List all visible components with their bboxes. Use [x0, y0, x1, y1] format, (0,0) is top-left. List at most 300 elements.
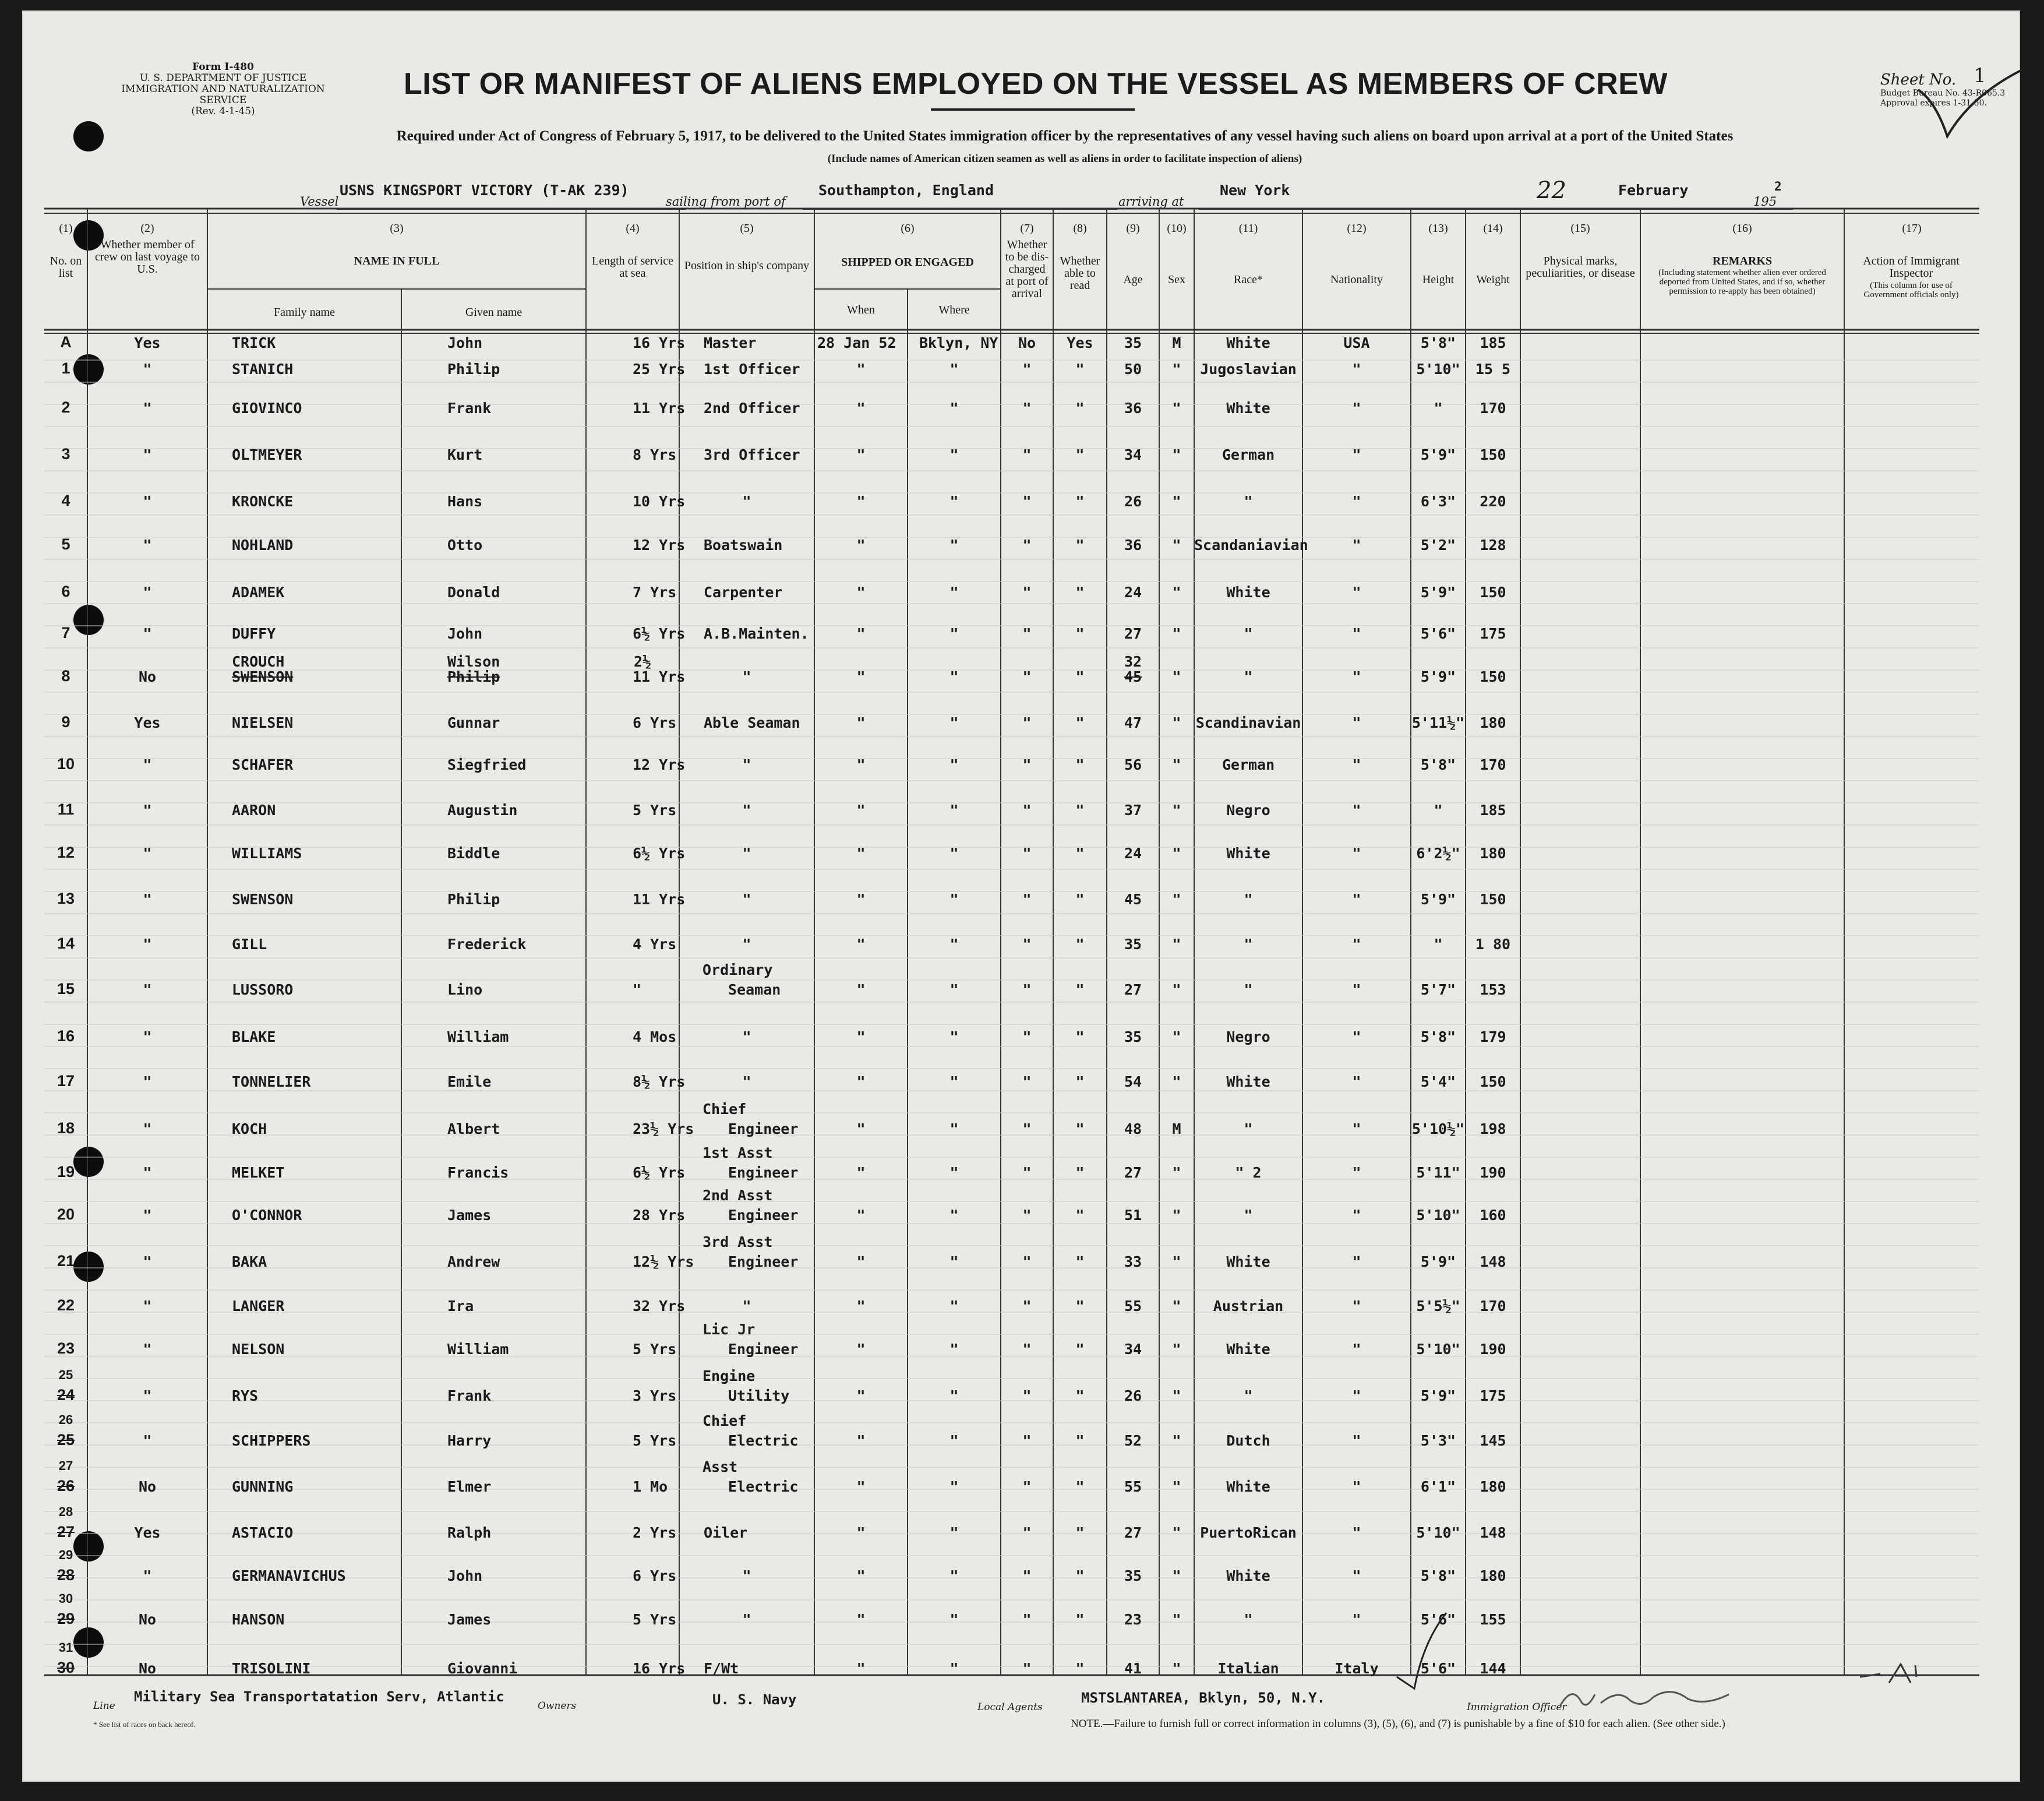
weight-cell: 148 — [1480, 1524, 1506, 1541]
position-cell: " — [742, 1298, 751, 1314]
given-name-cell: Wilson — [447, 653, 500, 670]
row-number: 29 — [57, 1610, 75, 1627]
budget-bureau: Budget Bureau No. 43-R065.3 — [1880, 89, 2006, 98]
nationality-cell: " — [1352, 981, 1361, 998]
arriving-label: arriving at — [1118, 195, 1184, 209]
position-cell: A.B.Mainten. — [704, 625, 809, 642]
shipped-when-cell: 28 Jan 52 — [817, 334, 896, 351]
race-cell: German — [1222, 756, 1275, 773]
shipped-where-cell: " — [949, 1611, 959, 1628]
row-number: 20 — [57, 1206, 75, 1223]
penalty-note: NOTE.—Failure to furnish full or correct information in columns (3), (5), (6), and (7) is punishable by a fine of $10 for each alien. (See other side.) — [1071, 1718, 1725, 1730]
position-cell: " — [742, 668, 751, 685]
prev-voyage-cell: " — [143, 584, 152, 601]
service-length-cell: 11 Yrs — [633, 668, 686, 685]
column-number: (11) — [1238, 222, 1258, 235]
given-name-cell: Ira — [447, 1298, 474, 1314]
shipped-when-cell: " — [856, 1432, 866, 1449]
height-cell: 5'9" — [1420, 1387, 1456, 1404]
column-header-no: No. on list — [50, 255, 82, 280]
discharged-cell: " — [1022, 1432, 1032, 1449]
shipped-when-cell: " — [856, 1164, 866, 1181]
age-cell: 37 — [1124, 802, 1142, 819]
sex-cell: " — [1172, 714, 1181, 731]
race-cell: " — [1244, 625, 1253, 642]
column-number: (6) — [901, 222, 915, 235]
service-length-cell: 11 Yrs — [633, 400, 686, 417]
discharged-cell: " — [1022, 756, 1032, 773]
family-name-cell: LUSSORO — [232, 981, 294, 998]
shipped-when-cell: " — [856, 802, 866, 819]
height-cell: 5'8" — [1420, 1028, 1456, 1045]
shipped-where-cell: " — [949, 714, 959, 731]
sex-cell: " — [1172, 361, 1181, 378]
discharged-cell: " — [1022, 446, 1032, 463]
column-header-weight: Weight — [1476, 273, 1510, 286]
weight-cell: 190 — [1480, 1164, 1506, 1181]
shipped-where-cell: " — [949, 936, 959, 953]
weight-cell: 148 — [1480, 1253, 1506, 1270]
service-length-cell: 11 Yrs — [633, 891, 686, 908]
column-header-action-note: (This column for use of Government officials only) — [1863, 281, 1959, 299]
able-to-read-cell: " — [1075, 400, 1085, 417]
position-top-cell: Chief — [702, 1412, 747, 1429]
discharged-cell: " — [1022, 1298, 1032, 1314]
race-cell: White — [1226, 1567, 1270, 1584]
race-cell: " 2 — [1235, 1164, 1262, 1181]
age-cell: 23 — [1124, 1611, 1142, 1628]
race-cell: " — [1244, 891, 1253, 908]
given-name-cell: Frank — [447, 1387, 492, 1404]
column-header-discharged: Whether to be dis-charged at port of arrival — [1005, 238, 1049, 300]
shipped-when-cell: " — [856, 446, 866, 463]
nationality-cell: " — [1352, 1567, 1361, 1584]
family-name-cell: TRICK — [232, 334, 276, 351]
shipped-where-cell: " — [949, 446, 959, 463]
family-name-cell: KOCH — [232, 1120, 267, 1137]
row-number: 3 — [61, 445, 70, 463]
column-number: (8) — [1073, 222, 1087, 235]
nationality-cell: " — [1352, 537, 1361, 554]
given-name-cell: Kurt — [447, 446, 483, 463]
position-cell: " — [742, 493, 751, 510]
weight-cell: 153 — [1480, 981, 1506, 998]
race-cell: White — [1226, 1073, 1270, 1090]
row-number: 15 — [57, 980, 75, 998]
height-cell: 6'2½" — [1416, 845, 1460, 862]
position-cell: Engineer — [728, 1164, 799, 1181]
height-cell: 5'3" — [1420, 1432, 1456, 1449]
shipped-where-cell: " — [949, 1207, 959, 1224]
position-cell: Engineer — [728, 1207, 799, 1224]
age-cell: 48 — [1124, 1120, 1142, 1137]
row-number-corrected: 28 — [58, 1504, 73, 1519]
height-cell: 5'9" — [1420, 891, 1456, 908]
shipped-when-cell: " — [856, 1611, 866, 1628]
given-name-cell: John — [447, 625, 483, 642]
height-cell: 5'8" — [1420, 334, 1456, 351]
arrival-year-suffix: 2 — [1774, 179, 1782, 193]
approval-expiry: Approval expires 1-31-50. — [1880, 98, 1987, 108]
age-cell: 54 — [1124, 1073, 1142, 1090]
service-length-cell: 3 Yrs — [633, 1387, 677, 1404]
position-cell: " — [742, 891, 751, 908]
nationality-cell: " — [1352, 1341, 1361, 1358]
service-length-cell: 4 Yrs — [633, 936, 677, 953]
column-header-race: Race* — [1234, 273, 1263, 286]
sex-cell: " — [1172, 756, 1181, 773]
height-cell: 5'8" — [1420, 756, 1456, 773]
service-length-cell: 6½ Yrs — [633, 845, 686, 862]
sex-cell: " — [1172, 1298, 1181, 1314]
height-cell: 5'6" — [1420, 1611, 1456, 1628]
weight-cell: 150 — [1480, 668, 1506, 685]
able-to-read-cell: " — [1075, 668, 1085, 685]
family-name-cell: O'CONNOR — [232, 1207, 302, 1224]
able-to-read-cell: " — [1075, 1524, 1085, 1541]
row-number: 30 — [57, 1659, 75, 1676]
age-cell: 45 — [1124, 668, 1142, 685]
row-number: 17 — [57, 1072, 75, 1090]
able-to-read-cell: " — [1075, 1207, 1085, 1224]
given-name-cell: Francis — [447, 1164, 509, 1181]
family-name-cell: LANGER — [232, 1298, 285, 1314]
shipped-where-cell: " — [949, 668, 959, 685]
position-cell: " — [742, 1611, 751, 1628]
row-number: 7 — [61, 624, 70, 642]
prev-voyage-cell: " — [143, 493, 152, 510]
prev-voyage-cell: " — [143, 1432, 152, 1449]
age-cell: 27 — [1124, 981, 1142, 998]
column-number: (13) — [1428, 222, 1448, 235]
height-cell: 5'9" — [1420, 446, 1456, 463]
prev-voyage-cell: " — [143, 1073, 152, 1090]
shipped-where-cell: " — [949, 1387, 959, 1404]
position-top-cell: Ordinary — [702, 961, 773, 978]
height-cell: 5'9" — [1420, 1253, 1456, 1270]
shipped-where-cell: " — [949, 1120, 959, 1137]
prev-voyage-cell: " — [143, 756, 152, 773]
family-name-cell: SWENSON — [232, 891, 294, 908]
line-value: Military Sea Transportatation Serv, Atlantic — [134, 1689, 504, 1705]
family-name-cell: BAKA — [232, 1253, 267, 1270]
position-cell: " — [742, 1028, 751, 1045]
able-to-read-cell: " — [1075, 981, 1085, 998]
height-cell: " — [1434, 400, 1443, 417]
position-cell: 1st Officer — [704, 361, 800, 378]
service-length-cell: 25 Yrs — [633, 361, 686, 378]
prev-voyage-cell: " — [143, 1253, 152, 1270]
weight-cell: 150 — [1480, 891, 1506, 908]
weight-cell: 160 — [1480, 1207, 1506, 1224]
race-cell: Scandaniavian — [1194, 537, 1308, 554]
discharged-cell: " — [1022, 714, 1032, 731]
discharged-cell: " — [1022, 1524, 1032, 1541]
position-cell: 3rd Officer — [704, 446, 800, 463]
family-name-cell: GIOVINCO — [232, 400, 302, 417]
form-number: Form I-480 — [192, 61, 254, 73]
height-cell: " — [1434, 936, 1443, 953]
prev-voyage-cell: " — [143, 625, 152, 642]
able-to-read-cell: " — [1075, 361, 1085, 378]
able-to-read-cell: " — [1075, 714, 1085, 731]
weight-cell: 180 — [1480, 1567, 1506, 1584]
nationality-cell: " — [1352, 802, 1361, 819]
service-length-cell: 6½ Yrs — [633, 625, 686, 642]
given-name-cell: Giovanni — [447, 1660, 518, 1677]
age-top-cell: 32 — [1124, 653, 1142, 670]
able-to-read-cell: " — [1075, 1432, 1085, 1449]
shipped-when-cell: " — [856, 1120, 866, 1137]
position-top-cell: 2nd Asst — [702, 1187, 773, 1204]
sheet-number-value: 1 — [1974, 64, 1986, 87]
nationality-cell: " — [1352, 1298, 1361, 1314]
manifest-sheet — [22, 10, 2020, 1782]
sex-cell: " — [1172, 493, 1181, 510]
height-cell: " — [1434, 802, 1443, 819]
nationality-cell: " — [1352, 1164, 1361, 1181]
weight-cell: 155 — [1480, 1611, 1506, 1628]
position-cell: Oiler — [704, 1524, 748, 1541]
column-header-height: Height — [1422, 273, 1455, 286]
family-name-cell: STANICH — [232, 361, 294, 378]
age-cell: 27 — [1124, 625, 1142, 642]
age-cell: 50 — [1124, 361, 1142, 378]
sex-cell: " — [1172, 1073, 1181, 1090]
height-cell: 5'7" — [1420, 981, 1456, 998]
shipped-when-cell: " — [856, 625, 866, 642]
age-cell: 35 — [1124, 1028, 1142, 1045]
given-name-cell: Hans — [447, 493, 483, 510]
row-number: 12 — [57, 844, 75, 861]
age-cell: 24 — [1124, 845, 1142, 862]
service-length-cell: 12 Yrs — [633, 756, 686, 773]
shipped-when-cell: " — [856, 1073, 866, 1090]
height-cell: 5'10½" — [1411, 1120, 1465, 1137]
height-cell: 5'10" — [1416, 1341, 1460, 1358]
family-name-cell: TONNELIER — [232, 1073, 311, 1090]
sex-cell: " — [1172, 1432, 1181, 1449]
column-number: (7) — [1020, 222, 1034, 235]
discharged-cell: " — [1022, 1073, 1032, 1090]
row-number: 25 — [57, 1431, 75, 1448]
able-to-read-cell: " — [1075, 584, 1085, 601]
shipped-where-cell: " — [949, 981, 959, 998]
able-to-read-cell: " — [1075, 1387, 1085, 1404]
position-cell: Master — [704, 334, 757, 351]
column-header-service: Length of service at sea — [592, 255, 673, 280]
able-to-read-cell: " — [1075, 625, 1085, 642]
nationality-cell: " — [1352, 1524, 1361, 1541]
row-number-corrected: 30 — [58, 1591, 73, 1606]
weight-cell: 145 — [1480, 1432, 1506, 1449]
column-header-action: Action of Immigrant Inspector — [1863, 255, 1960, 280]
height-cell: 5'6" — [1420, 1660, 1456, 1677]
age-cell: 45 — [1124, 891, 1142, 908]
able-to-read-cell: " — [1075, 1164, 1085, 1181]
position-cell: 2nd Officer — [704, 400, 800, 417]
prev-voyage-cell: " — [143, 400, 152, 417]
nationality-cell: USA — [1343, 334, 1370, 351]
height-cell: 5'2" — [1420, 537, 1456, 554]
sheet-number-label: Sheet No. — [1880, 71, 1957, 89]
family-name-cell: GERMANAVICHUS — [232, 1567, 346, 1584]
position-cell: Boatswain — [704, 537, 783, 554]
inspector-initials-icon — [1857, 1659, 1933, 1689]
shipped-where-cell: " — [949, 1341, 959, 1358]
nationality-cell: " — [1352, 756, 1361, 773]
column-number: (15) — [1570, 222, 1590, 235]
race-cell: " — [1244, 936, 1253, 953]
weight-cell: 128 — [1480, 537, 1506, 554]
discharged-cell: " — [1022, 1207, 1032, 1224]
row-number: 24 — [57, 1386, 75, 1404]
shipped-when-cell: " — [856, 1298, 866, 1314]
able-to-read-cell: " — [1075, 1660, 1085, 1677]
shipped-where-cell: " — [949, 756, 959, 773]
able-to-read-cell: " — [1075, 845, 1085, 862]
family-name-cell: SCHAFER — [232, 756, 294, 773]
age-cell: 55 — [1124, 1298, 1142, 1314]
position-cell: Able Seaman — [704, 714, 800, 731]
nationality-cell: " — [1352, 1028, 1361, 1045]
given-name-cell: John — [447, 334, 483, 351]
position-cell: " — [742, 936, 751, 953]
prev-voyage-cell: Yes — [134, 714, 161, 731]
discharged-cell: " — [1022, 1253, 1032, 1270]
race-cell: " — [1244, 493, 1253, 510]
age-cell: 47 — [1124, 714, 1142, 731]
weight-cell: 185 — [1480, 334, 1506, 351]
nationality-cell: " — [1352, 400, 1361, 417]
shipped-where-cell: " — [949, 584, 959, 601]
given-name-cell: William — [447, 1028, 509, 1045]
weight-cell: 170 — [1480, 400, 1506, 417]
discharged-cell: No — [1018, 334, 1036, 351]
sex-cell: " — [1172, 845, 1181, 862]
shipped-when-cell: " — [856, 493, 866, 510]
shipped-when-cell: " — [856, 1387, 866, 1404]
given-name-struck-cell: Philip — [447, 668, 500, 685]
nationality-cell: " — [1352, 1387, 1361, 1404]
column-number: (14) — [1483, 222, 1503, 235]
race-cell: Negro — [1226, 1028, 1270, 1045]
able-to-read-cell: " — [1075, 936, 1085, 953]
vessel-label: Vessel — [300, 195, 339, 209]
column-number: (16) — [1732, 222, 1752, 235]
height-cell: 5'10" — [1416, 1207, 1460, 1224]
shipped-when-cell: " — [856, 1660, 866, 1677]
position-cell: Engineer — [728, 1253, 799, 1270]
shipped-when-cell: " — [856, 1524, 866, 1541]
page-title: LIST OR MANIFEST OF ALIENS EMPLOYED ON THE VESSEL AS MEMBERS OF CREW — [404, 67, 1668, 101]
race-cell: Italian — [1217, 1660, 1279, 1677]
family-name-cell: DUFFY — [232, 625, 276, 642]
row-number-corrected: 31 — [58, 1640, 73, 1655]
given-name-cell: Gunnar — [447, 714, 500, 731]
able-to-read-cell: Yes — [1067, 334, 1093, 351]
column-header-nationality: Nationality — [1330, 273, 1383, 286]
row-number-corrected: 27 — [58, 1458, 73, 1473]
discharged-cell: " — [1022, 1478, 1032, 1495]
given-name-cell: Albert — [447, 1120, 500, 1137]
service-length-cell: 5 Yrs — [633, 1341, 677, 1358]
shipped-when-cell: " — [856, 400, 866, 417]
shipped-where-cell: " — [949, 493, 959, 510]
race-cell: PuertoRican — [1200, 1524, 1297, 1541]
discharged-cell: " — [1022, 1387, 1032, 1404]
discharged-cell: " — [1022, 981, 1032, 998]
service-length-top-cell: 2½ — [634, 653, 652, 670]
able-to-read-cell: " — [1075, 802, 1085, 819]
shipped-when-cell: " — [856, 1253, 866, 1270]
officer-signature-icon — [1554, 1683, 1752, 1718]
row-number: 27 — [57, 1523, 75, 1541]
family-name-cell: NOHLAND — [232, 537, 294, 554]
weight-cell: 170 — [1480, 756, 1506, 773]
weight-cell: 180 — [1480, 1478, 1506, 1495]
row-number: 18 — [57, 1119, 75, 1137]
row-number: 14 — [57, 935, 75, 952]
column-header-remarks-note: (Including statement whether alien ever ordered deported from United States, and if so, whether permission to re-apply has been obtained) — [1658, 268, 1826, 296]
row-number-corrected: 29 — [58, 1548, 73, 1562]
sex-cell: " — [1172, 1478, 1181, 1495]
family-name-cell: NIELSEN — [232, 714, 294, 731]
immigration-officer-label: Immigration Officer — [1467, 1701, 1567, 1713]
row-number: 2 — [61, 399, 70, 416]
race-cell: " — [1244, 981, 1253, 998]
column-header-age: Age — [1123, 273, 1143, 286]
able-to-read-cell: " — [1075, 1028, 1085, 1045]
row-number: 1 — [61, 360, 70, 377]
family-name-cell: GUNNING — [232, 1478, 294, 1495]
shipped-where-cell: " — [949, 1478, 959, 1495]
discharged-cell: " — [1022, 891, 1032, 908]
shipped-when-cell: " — [856, 584, 866, 601]
column-number: (2) — [140, 222, 154, 235]
shipped-when-cell: " — [856, 981, 866, 998]
prev-voyage-cell: " — [143, 361, 152, 378]
race-cell: Dutch — [1226, 1432, 1270, 1449]
column-header-read: Whether able to read — [1060, 255, 1100, 292]
shipped-where-cell: " — [949, 1567, 959, 1584]
discharged-cell: " — [1022, 1164, 1032, 1181]
position-cell: F/Wt — [704, 1660, 739, 1677]
sex-cell: " — [1172, 537, 1181, 554]
row-number: 6 — [61, 583, 70, 600]
discharged-cell: " — [1022, 361, 1032, 378]
service-length-cell: 1 Mo — [633, 1478, 668, 1495]
nationality-cell: " — [1352, 1120, 1361, 1137]
weight-cell: 175 — [1480, 625, 1506, 642]
position-cell: Electric — [728, 1478, 799, 1495]
sex-cell: " — [1172, 1567, 1181, 1584]
able-to-read-cell: " — [1075, 756, 1085, 773]
discharged-cell: " — [1022, 584, 1032, 601]
position-cell: " — [742, 756, 751, 773]
nationality-cell: " — [1352, 1073, 1361, 1090]
sex-cell: M — [1172, 1120, 1181, 1137]
row-number: 26 — [57, 1477, 75, 1495]
age-cell: 56 — [1124, 756, 1142, 773]
arriving-at: New York — [1220, 182, 1290, 199]
sex-cell: " — [1172, 1207, 1181, 1224]
position-cell: " — [742, 845, 751, 862]
height-cell: 5'11" — [1416, 1164, 1460, 1181]
height-cell: 5'8" — [1420, 1567, 1456, 1584]
discharged-cell: " — [1022, 400, 1032, 417]
age-cell: 35 — [1124, 1567, 1142, 1584]
